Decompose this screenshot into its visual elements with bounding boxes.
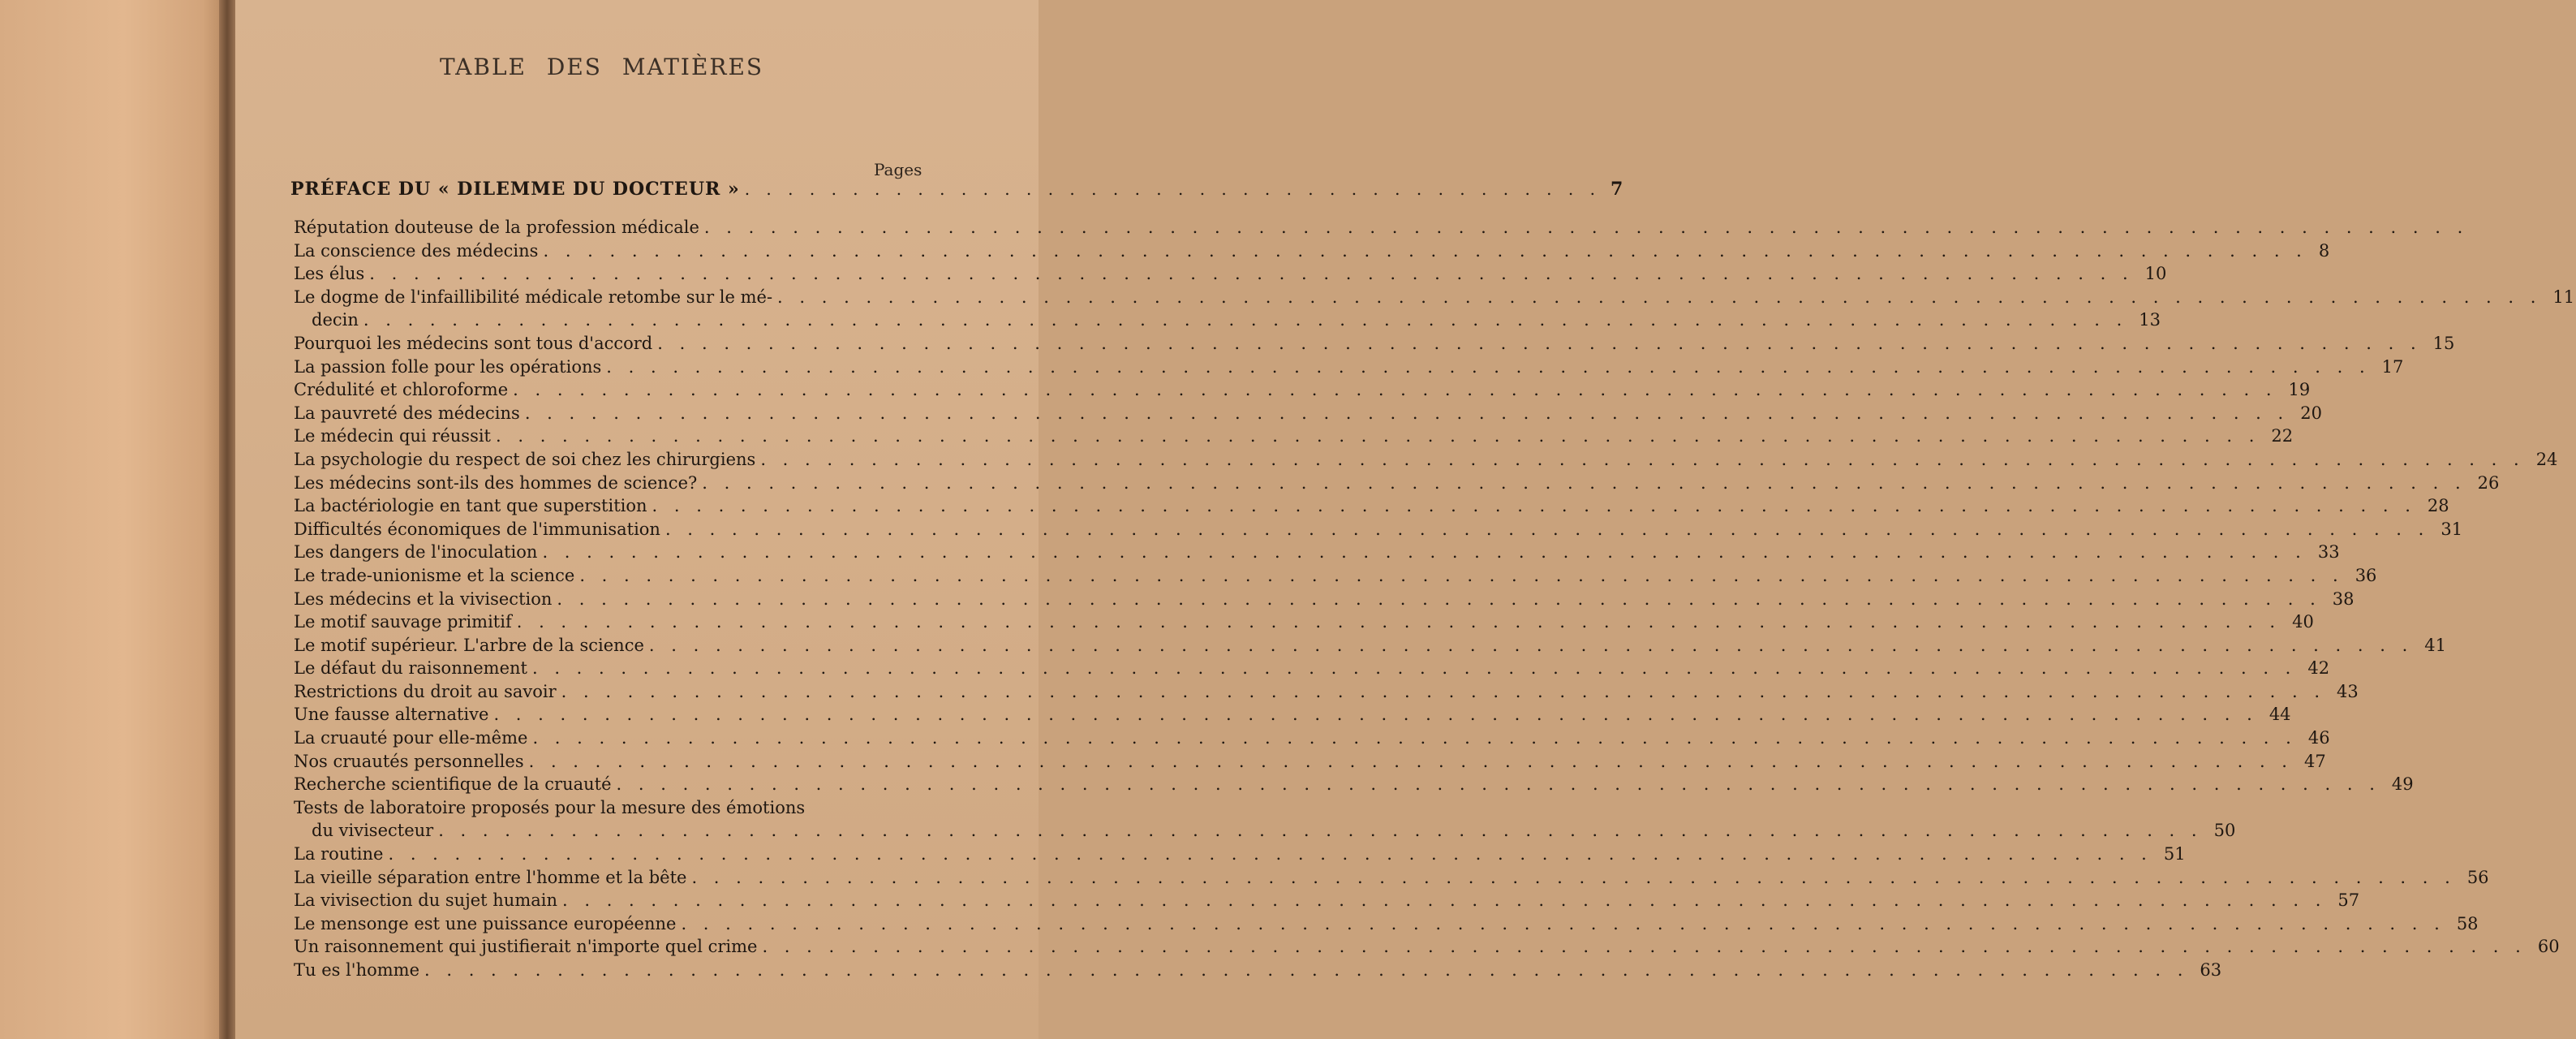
toc-entry-title: La conscience des médecins [294,240,539,261]
dot-leader: . . . . . . . . . . . . . . . . . . . . . . . . . . . . . . . . . . . . . . . . . . . . . . . . . . . . . . . . . . . . . . . . . . . . . . . . . . . . . . . . [438,821,2203,841]
dot-leader: . . . . . . . . . . . . . . . . . . . . . . . . . . . . . . . . . . . . . . . . . . . . . . . . . . . . . . . . . . . . . . . . . . . . . . . . . . . . . . . . [691,867,2456,887]
dot-leader: . . . . . . . . . . . . . . . . . . . . . . . . . . . . . . . . . . . . . . . . . . . . . . . . . . . . . . . . . . . . . . . . . . . . . . . . . . . . . . . . [762,937,2527,957]
toc-entry [294,866,2489,890]
toc-page-number: 51 [2163,844,2186,864]
toc-line [294,889,2360,912]
toc-entry [294,564,2377,588]
toc-entry-title: Nos cruautés personnelles [294,751,524,771]
dot-leader: . . . . . . . . . . . . . . . . . . . . . . . . . . . . . . . . . . . . . . . . . . . . . . . . . . . . . . . . . . . . . . . . . . . . . . . . . . . . . . . . [524,403,2290,423]
dot-leader: . . . . . . . . . . . . . . . . . . . . . . . . . . . . . . . . . . . . . . . . . . . . . . . . . . . . . . . . . . . . . . . . . . . . . . . . . . . . . . . . [777,287,2542,307]
toc-page-number: 42 [2307,658,2330,679]
dot-leader: . . . . . . . . . . . . . . . . . . . . . . . . . . . . . . . . . . . . . . . . . . . . . . . . . . . . . . . . . . . . . . . . . . . . . . . . . . . . . . . . [528,751,2293,771]
toc-entry [294,796,931,820]
toc-page-number: 44 [2269,705,2291,725]
toc-entry-title: La vivisection du sujet humain [294,890,557,911]
toc-entry [294,518,2463,541]
toc-entry-title: Les médecins et la vivisection [294,588,553,609]
toc-entry-title: Le défaut du raisonnement [294,658,527,679]
toc-entry-title: Difficultés économiques de l'immunisation [294,519,660,539]
toc-line [294,796,931,820]
dot-leader: . . . . . . . . . . . . . . . . . . . . . . . . . . . . . . . . . . . . . . . . . . . . . . . . . . . . . . . . . . . . . . . . . . . . . . . . . . . . . . . . [543,240,2307,261]
dot-leader: . . . . . . . . . . . . . . . . . . . . . . . . . . . . . . . . . . . . . . . . . . . . . . . . . . . . . . . . . . . . . . . . . . . . . . . . . . . . . . . . [760,449,2525,469]
toc-line [294,657,2330,680]
toc-line [294,680,2359,704]
toc-entry [294,378,2311,402]
toc-entry-title: Le motif sauvage primitif [294,612,512,632]
toc-entry-title: Restrictions du droit au savoir [294,681,557,701]
toc-page-number: 8 [2318,240,2330,261]
dot-leader: . . . . . . . . . . . . . . . . . . . . . . . . . . . . . . . . . . . . . . . . [744,179,1601,199]
toc-page-number: 56 [2466,867,2489,887]
book-gutter [219,0,237,1039]
dot-leader: . . . . . . . . . . . . . . . . . . . . . . . . . . . . . . . . . . . . . . . . . . . . . . . . . . . . . . . . . . . . . . . . . . . . . . . . . . . . . . . . [652,496,2416,516]
pages-column-header: Pages [874,160,922,179]
toc-line [294,425,2294,448]
toc-entry [294,773,2414,796]
toc-entry [294,239,2330,263]
toc-entry-title: decin [312,310,359,330]
table-of-contents [294,216,2575,982]
toc-entry [294,935,2560,959]
toc-entry [294,425,2294,448]
toc-line [294,703,2291,726]
toc-page-number: 36 [2355,565,2377,585]
toc-line [294,472,2500,495]
toc-line [294,356,2404,379]
toc-line [294,286,2575,309]
toc-page-number: 19 [2288,380,2311,400]
toc-line [294,866,2489,890]
toc-page-number: 33 [2317,542,2340,563]
toc-line [294,518,2463,541]
dot-leader: . . . . . . . . . . . . . . . . . . . . . . . . . . . . . . . . . . . . . . . . . . . . . . . . . . . . . . . . . . . . . . . . . . . . . . . . . . . . . . . . [513,380,2277,400]
toc-entry-title: La bactériologie en tant que superstition [294,496,647,516]
toc-page-number: 46 [2307,728,2330,748]
toc-page-number: 60 [2537,937,2560,957]
dot-leader: . . . . . . . . . . . . . . . . . . . . . . . . . . . . . . . . . . . . . . . . . . . . . . . . . . . . . . . . . . . . . . . . . . . . . . . . . . . . . . . . [702,472,2466,493]
toc-line [294,332,2455,356]
toc-entry [294,356,2404,379]
toc-page-number: 43 [2337,681,2359,701]
toc-entry-title: Tu es l'homme [294,960,419,980]
toc-entry-title: Réputation douteuse de la profession médicale [294,218,699,237]
toc-entry-title: Les médecins sont-ils des hommes de science? [294,472,698,493]
toc-line [294,959,2222,982]
toc-page-number: 31 [2441,519,2463,539]
dot-leader: . . . . . . . . . . . . . . . . . . . . . . . . . . . . . . . . . . . . . . . . . . . . . . . . . . . . . . . . . . . . . . . . . . . . . . . . . . . . . . . . [493,705,2258,725]
toc-line [294,935,2560,959]
toc-page-number: 57 [2337,890,2360,911]
dot-leader: . . . . . . . . . . . . . . . . . . . . . . . . . . . . . . . . . . . . . . . . . . . . . . . . . . . . . . . . . . . . . . . . . . . . . . . . . . . . . . . . [557,588,2321,609]
toc-page-number: 22 [2271,426,2294,446]
toc-entry-title: La cruauté pour elle-même [294,728,528,748]
toc-line [294,750,2326,774]
toc-entry-title: Le trade-unionisme et la science [294,565,575,585]
dot-leader: . . . . . . . . . . . . . . . . . . . . . . . . . . . . . . . . . . . . . . . . . . . . . . . . . . . . . . . . . . . . . . . . . . . . . . . . . . . . . . . . [681,913,2445,933]
toc-page-number: 40 [2292,612,2314,632]
toc-page-number: 10 [2144,264,2167,284]
toc-line [294,216,2469,239]
toc-entry-title: La passion folle pour les opérations [294,356,602,377]
toc-line [294,378,2311,402]
toc-page-number: 15 [2432,333,2455,353]
dot-leader: . . . . . . . . . . . . . . . . . . . . . . . . . . . . . . . . . . . . . . . . . . . . . . . . . . . . . . . . . . . . . . . . . . . . . . . . . . . . . . . . [648,635,2414,655]
toc-page-number: 26 [2477,472,2500,493]
toc-page-number: 63 [2200,960,2222,980]
toc-entry-title: du vivisecteur [312,821,434,841]
toc-line [294,819,2236,843]
toc-line [294,588,2355,611]
toc-entry-title: Pourquoi les médecins sont tous d'accord [294,333,653,353]
toc-entry-continuation [294,819,2236,843]
toc-line [294,610,2314,634]
toc-line [294,773,2414,796]
toc-entry-title: La psychologie du respect de soi chez les chirurgiens [294,449,756,469]
toc-line [294,843,2186,866]
toc-entry [294,843,2186,866]
toc-entry-title: La routine [294,844,384,864]
toc-entry-title: Crédulité et chloroforme [294,380,509,400]
toc-entry-title: Le médecin qui réussit [294,426,491,446]
toc-page-number: 13 [2139,310,2161,330]
toc-line [294,239,2330,263]
toc-line [294,262,2167,286]
toc-entry [294,332,2455,356]
toc-page-number: 49 [2391,774,2414,795]
toc-line [294,308,2161,332]
dot-leader: . . . . . . . . . . . . . . . . . . . . . . . . . . . . . . . . . . . . . . . . . . . . . . . . . . . . . . . . . . . . . . . . . . . . . . . . . . . . . . . . [664,519,2430,539]
toc-entry [294,216,2469,239]
toc-entry-title: Une fausse alternative [294,705,489,725]
toc-line [294,402,2322,425]
toc-page-number: 38 [2332,588,2355,609]
toc-page-number: 24 [2535,449,2558,469]
toc-entry [294,912,2479,936]
toc-page-number: 47 [2303,751,2326,771]
toc-entry [294,889,2360,912]
toc-page-number: 17 [2381,356,2404,377]
toc-entry-title: Un raisonnement qui justifierait n'importe quel crime [294,937,758,957]
toc-entry-continuation [294,308,2161,332]
toc-line [294,494,2449,518]
toc-entry [294,448,2558,472]
dot-leader: . . . . . . . . . . . . . . . . . . . . . . . . . . . . . . . . . . . . . . . . . . . . . . . . . . . . . . . . . . . . . . . . . . . . . . . . . . . . . . . . [542,542,2307,563]
toc-entry-title: Les dangers de l'inoculation [294,542,538,563]
toc-entry [294,610,2314,634]
toc-entry-title: Le dogme de l'infaillibilité médicale retombe sur le mé- [294,287,773,307]
dot-leader: . . . . . . . . . . . . . . . . . . . . . . . . . . . . . . . . . . . . . . . . . . . . . . . . . . . . . . . . . . . . . . . . . . . . . . . . . . . . . . . . [532,728,2297,748]
dot-leader: . . . . . . . . . . . . . . . . . . . . . . . . . . . . . . . . . . . . . . . . . . . . . . . . . . . . . . . . . . . . . . . . . . . . . . . . . . . . . . . . [424,960,2189,980]
toc-entry [294,959,2222,982]
dot-leader: . . . . . . . . . . . . . . . . . . . . . . . . . . . . . . . . . . . . . . . . . . . . . . . . . . . . . . . . . . . . . . . . . . . . . . . . . . . . . . . . [496,426,2260,446]
dot-leader: . . . . . . . . . . . . . . . . . . . . . . . . . . . . . . . . . . . . . . . . . . . . . . . . . . . . . . . . . . . . . . . . . . . . . . . . . . . . . . . . [562,890,2327,911]
toc-entry [294,541,2340,564]
left-page [0,0,226,1039]
toc-entry [294,494,2449,518]
toc-entry [294,402,2322,425]
dot-leader: . . . . . . . . . . . . . . . . . . . . . . . . . . . . . . . . . . . . . . . . . . . . . . . . . . . . . . . . . . . . . . . . . . . . . . . . . . . . . . . . [606,356,2371,377]
dot-leader: . . . . . . . . . . . . . . . . . . . . . . . . . . . . . . . . . . . . . . . . . . . . . . . . . . . . . . . . . . . . . . . . . . . . . . . . . . . . . . . . [369,264,2134,284]
toc-entry-title: La vieille séparation entre l'homme et la bête [294,867,687,887]
preface-label: PRÉFACE DU « DILEMME DU DOCTEUR » [290,179,740,200]
toc-line [294,541,2340,564]
toc-line [294,726,2330,750]
preface-entry [290,179,1623,211]
toc-page-number: 20 [2300,403,2322,423]
toc-entry [294,472,2500,495]
dot-leader: . . . . . . . . . . . . . . . . . . . . . . . . . . . . . . . . . . . . . . . . . . . . . . . . . . . . . . . . . . . . . . . . . . . . . . . . . . . . . . . . [363,310,2128,330]
toc-entry-title: Le mensonge est une puissance européenne [294,913,677,933]
dot-leader: . . . . . . . . . . . . . . . . . . . . . . . . . . . . . . . . . . . . . . . . . . . . . . . . . . . . . . . . . . . . . . . . . . . . . . . . . . . . . . . . [388,844,2152,864]
toc-line [294,448,2558,472]
dot-leader: . . . . . . . . . . . . . . . . . . . . . . . . . . . . . . . . . . . . . . . . . . . . . . . . . . . . . . . . . . . . . . . . . . . . . . . . . . . . . . . . [579,565,2344,585]
toc-entry [294,680,2359,704]
dot-leader: . . . . . . . . . . . . . . . . . . . . . . . . . . . . . . . . . . . . . . . . . . . . . . . . . . . . . . . . . . . . . . . . . . . . . . . . . . . . . . . . [703,218,2469,237]
preface-page-number: 7 [1610,179,1623,200]
toc-page-number: 41 [2424,635,2446,655]
toc-entry [294,703,2291,726]
toc-entry [294,262,2167,286]
dot-leader: . . . . . . . . . . . . . . . . . . . . . . . . . . . . . . . . . . . . . . . . . . . . . . . . . . . . . . . . . . . . . . . . . . . . . . . . . . . . . . . . [516,612,2281,632]
toc-entry [294,634,2446,657]
toc-entry [294,657,2330,680]
toc-entry-title: Les élus [294,264,365,284]
toc-line [294,912,2479,936]
toc-page-number: 11 [2552,287,2575,307]
toc-entry [294,750,2326,774]
dot-leader: . . . . . . . . . . . . . . . . . . . . . . . . . . . . . . . . . . . . . . . . . . . . . . . . . . . . . . . . . . . . . . . . . . . . . . . . . . . . . . . . [561,681,2325,701]
toc-entry-title: Recherche scientifique de la cruauté [294,774,612,795]
toc-entry-title: La pauvreté des médecins [294,403,520,423]
toc-page-number: 58 [2456,913,2479,933]
dot-leader: . . . . . . . . . . . . . . . . . . . . . . . . . . . . . . . . . . . . . . . . . . . . . . . . . . . . . . . . . . . . . . . . . . . . . . . . . . . . . . . . [657,333,2422,353]
toc-line [294,564,2377,588]
toc-entry [294,588,2355,611]
toc-entry-title: Le motif supérieur. L'arbre de la science [294,635,644,655]
toc-line [294,634,2446,657]
toc-entry [294,286,2575,309]
toc-entry-title: Tests de laboratoire proposés pour la mesure des émotions [294,797,806,817]
page-title: TABLE DES MATIÈRES [440,54,764,80]
toc-page-number: 50 [2213,821,2236,841]
dot-leader: . . . . . . . . . . . . . . . . . . . . . . . . . . . . . . . . . . . . . . . . . . . . . . . . . . . . . . . . . . . . . . . . . . . . . . . . . . . . . . . . [616,774,2380,795]
dot-leader: . . . . . . . . . . . . . . . . . . . . . . . . . . . . . . . . . . . . . . . . . . . . . . . . . . . . . . . . . . . . . . . . . . . . . . . . . . . . . . . . [531,658,2297,679]
toc-page-number: 28 [2427,496,2449,516]
toc-entry [294,726,2330,750]
